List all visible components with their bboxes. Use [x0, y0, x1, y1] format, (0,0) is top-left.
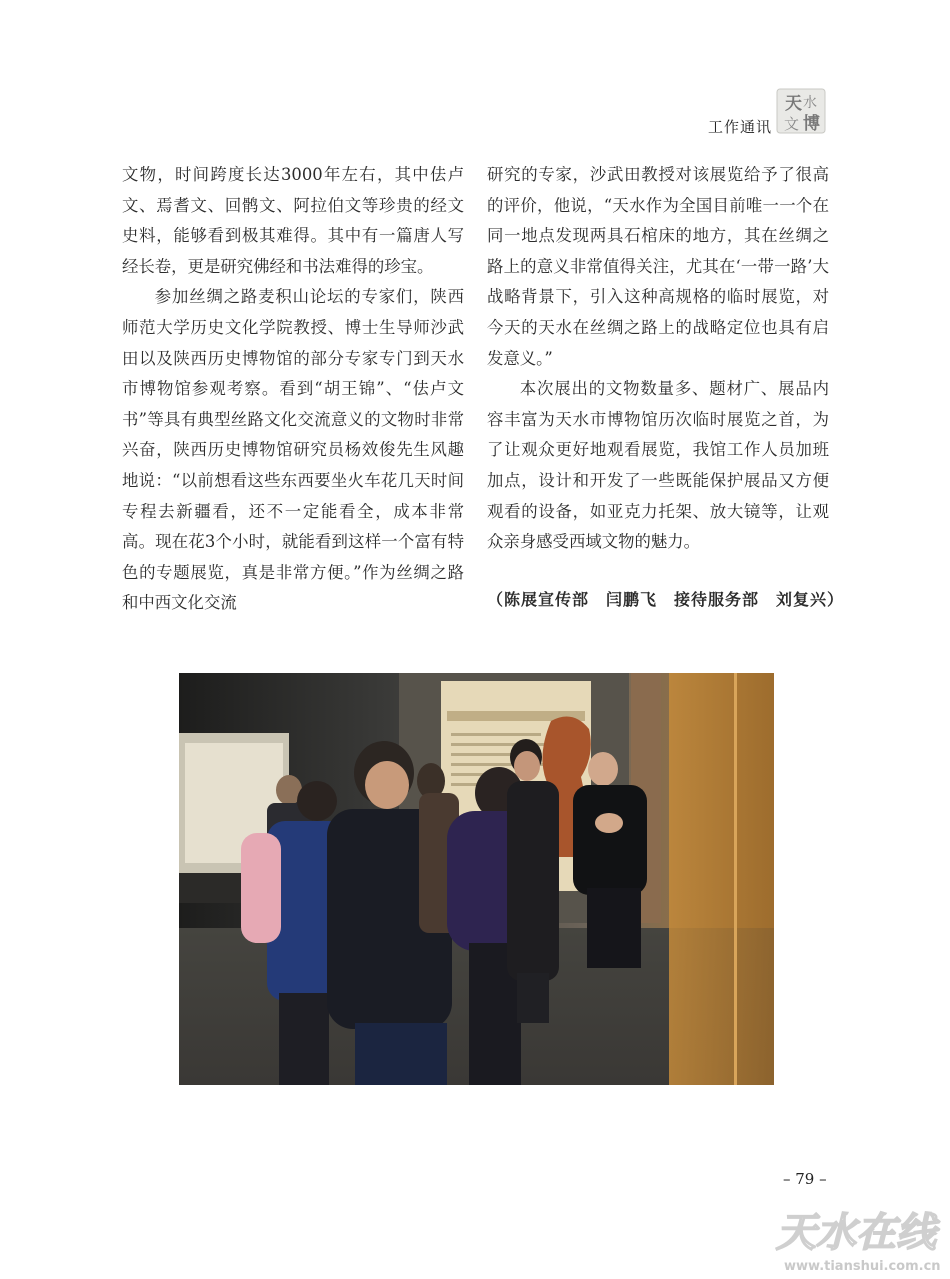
section-header-label: 工作通讯 [708, 118, 773, 136]
page-number: – 79 – [783, 1170, 827, 1188]
right-text-column [487, 160, 845, 615]
exhibition-visit-photo [179, 673, 774, 1085]
svg-text:博: 博 [803, 114, 820, 134]
left-text-column [122, 160, 464, 619]
svg-text:天水在线: 天水在线 [776, 1210, 936, 1256]
svg-text:www.tianshui.com.cn: www.tianshui.com.cn [784, 1259, 941, 1274]
paragraph: 本次展出的文物数量多、题材广、展品内容丰富为天水市博物馆历次临时展览之首，为了让观众更好地观看展览，我馆工作人员加班加点，设计和开发了一些既能保护展品又方便观看的设备，如亚克力托架、放大镜等，让观众亲身感受西域文物的魅力。 [487, 379, 829, 552]
paragraph: 研究的专家，沙武田教授对该展览给予了很高的评价，他说，“天水作为全国目前唯一一个在同一地点发现两具石棺床的地方，其在丝绸之路上的意义非常值得关注，尤其在‘一带一路’大战略背景下，引入这种高规格的临时展览，对今天的天水在丝绸之路上的战略定位也具有启发意义。” [487, 165, 829, 368]
paragraph: 文物，时间跨度长达3000年左右，其中佉卢文、焉耆文、回鹘文、阿拉伯文等珍贵的经文史料，能够看到极其难得。其中有一篇唐人写经长卷，更是研究佛经和书法难得的珍宝。 [122, 165, 464, 276]
svg-text:文: 文 [784, 115, 800, 133]
tianshui-online-watermark [770, 1200, 948, 1276]
author-byline: （陈展宣传部 闫鹏飞 接待服务部 刘复兴） [487, 589, 845, 609]
tianshui-wenbo-logo [776, 88, 826, 134]
paragraph: 参加丝绸之路麦积山论坛的专家们，陕西师范大学历史文化学院教授、博士生导师沙武田以及陕西历史博物馆的部分专家专门到天水市博物馆参观考察。看到“胡王锦”、“佉卢文书”等具有典型丝路文化交流意义的文物时非常兴奋，陕西历史博物馆研究员杨效俊先生风趣地说：“以前想看这些东西要坐火车花几天时间专程去新疆看，还不一定能看全，成本非常高。现在花3个小时，就能看到这样一个富有特色的专题展览，真是非常方便。”作为丝绸之路和中西文化交流 [122, 287, 464, 613]
svg-text:天: 天 [785, 94, 802, 114]
svg-text:水: 水 [803, 95, 817, 111]
